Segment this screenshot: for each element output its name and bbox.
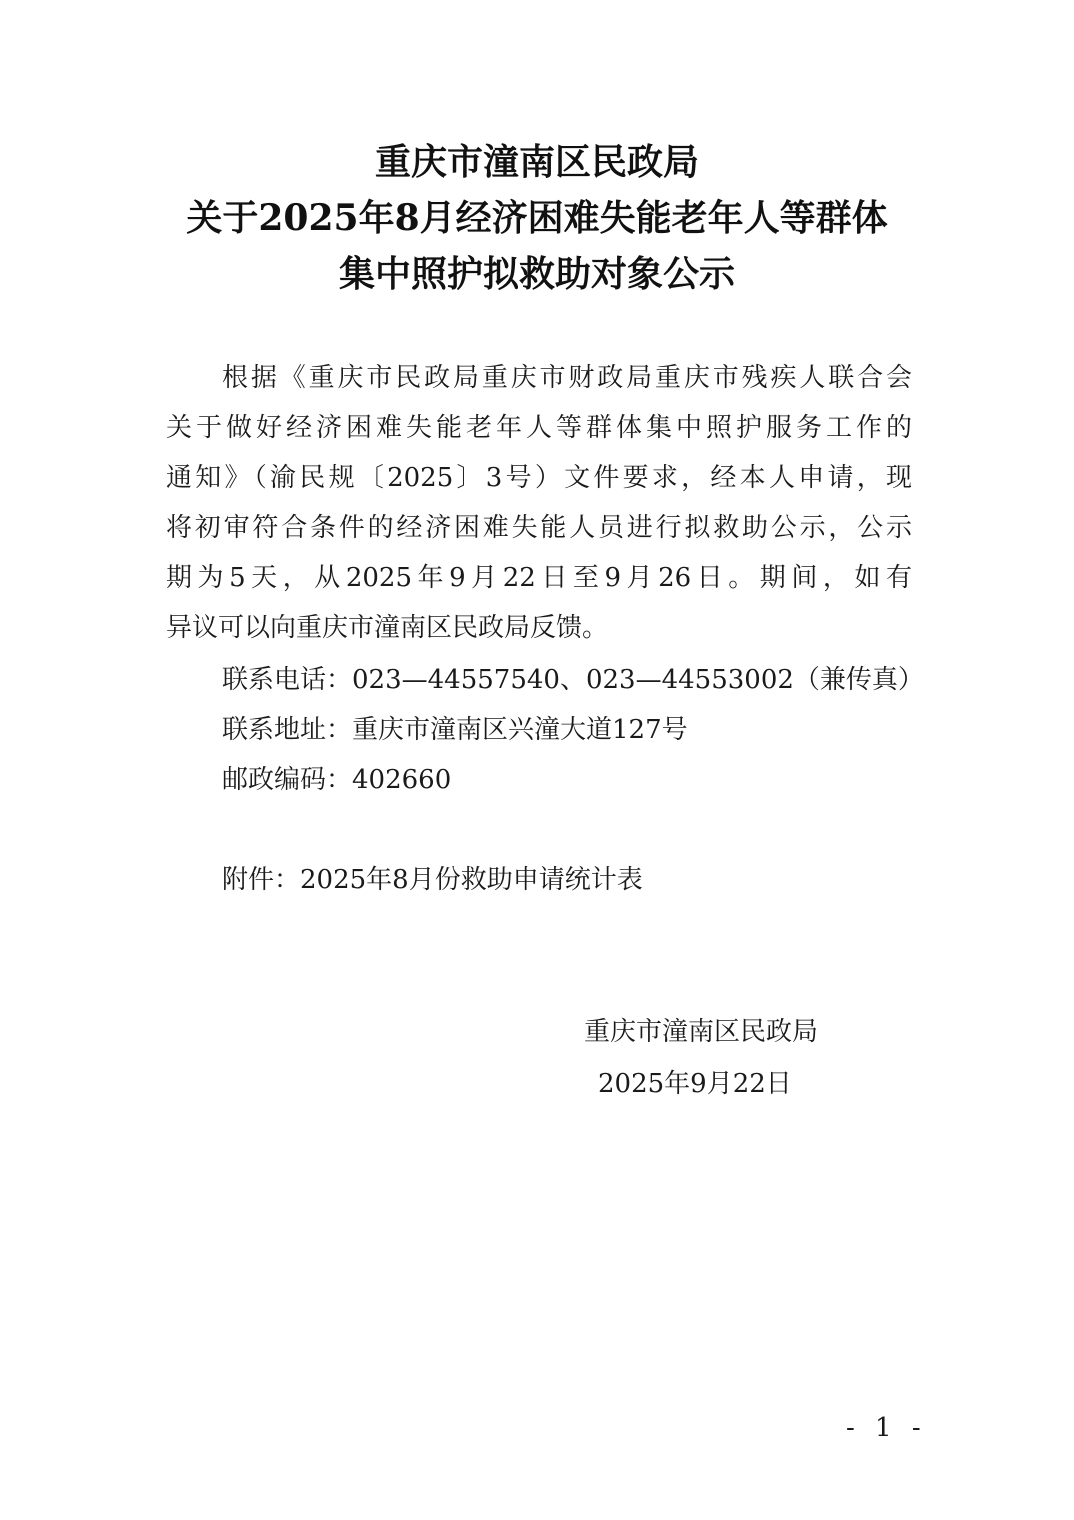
contact-phone: 联系电话：023—44557540、023—44553002（兼传真） [222,665,924,695]
signature-date: 2025年9月22日 [598,1069,792,1099]
title-line-3: 集中照护拟救助对象公示 [338,253,735,295]
body-paragraph-line-1: 根据《重庆市民政局重庆市财政局重庆市残疾人联合会 [222,363,912,393]
title-line-2: 关于2025年8月经济困难失能老年人等群体 [186,197,888,239]
body-paragraph-line-2: 关于做好经济困难失能老年人等群体集中照护服务工作的 [166,413,912,443]
page-number: - 1 - [846,1413,927,1443]
postal-code: 邮政编码：402660 [222,765,452,795]
contact-address: 联系地址：重庆市潼南区兴潼大道127号 [222,715,688,745]
body-paragraph-line-5: 期为5天，从2025年9月22日至9月26日。期间，如有 [166,563,912,593]
body-paragraph-line-4: 将初审符合条件的经济困难失能人员进行拟救助公示，公示 [166,513,912,543]
title-line-1: 重庆市潼南区民政局 [374,141,699,183]
signature-organization: 重庆市潼南区民政局 [584,1017,819,1047]
body-paragraph-line-3: 通知》（渝民规〔2025〕3号）文件要求，经本人申请，现 [166,463,912,493]
body-paragraph-line-6: 异议可以向重庆市潼南区民政局反馈。 [166,613,609,643]
attachment-note: 附件：2025年8月份救助申请统计表 [222,865,643,895]
